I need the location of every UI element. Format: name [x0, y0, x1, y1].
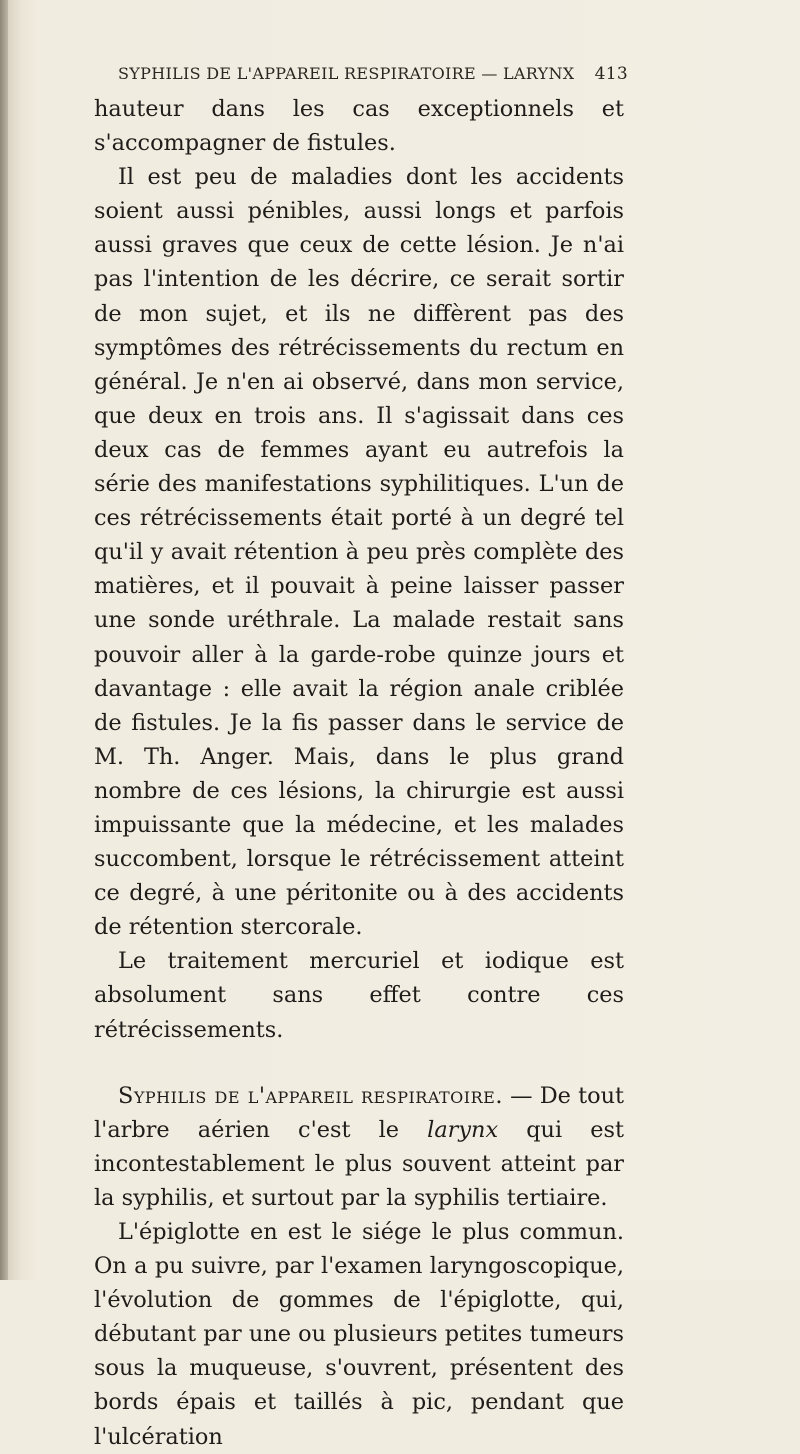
italic-term-larynx: larynx [427, 1116, 499, 1143]
section-heading: Syphilis de l'appareil respiratoire. [118, 1082, 503, 1109]
section-break [94, 1047, 624, 1079]
paragraph-continuation: hauteur dans les cas exceptionnels et s'accompagner de fistules. [94, 96, 624, 157]
section-heading-dash: — [502, 1082, 540, 1109]
section-text-end: qui est incontestablement le plus souvent atteint par la syphilis, et surtout par la syphilis tertiaire. [94, 1116, 625, 1211]
body-text [94, 92, 624, 1454]
page-number: 413 [594, 64, 628, 84]
running-head [118, 64, 628, 84]
book-spine-shadow [0, 0, 8, 1280]
paragraph-treatment: Le traitement mercuriel et iodique est absolument sans effet contre ces rétrécissements. [94, 948, 624, 1043]
paragraph-rectum-lesions: Il est peu de maladies dont les accidents soient aussi pénibles, aussi longs et parfois aussi graves que ceux de cette lésion. Je n'ai pas l'intention de les décrire, ce serait sortir de mon sujet, et ils ne diffèrent pas des symptômes des rétrécissements du rectum en général. Je n'en ai observé, dans mon service, que deux en trois ans. Il s'agissait dans ces deux cas de femmes ayant eu autrefois la série des manifestations syphilitiques. L'un de ces rétrécissements était porté à un degré tel qu'il y avait rétention à peu près complète des matières, et il pouvait à peine laisser passer une sonde uréthrale. La malade restait sans pouvoir aller à la garde-robe quinze jours et davantage : elle avait la région anale criblée de fistules. Je la fis passer dans le service de M. Th. Anger. Mais, dans le plus grand nombre de ces lésions, la chirurgie est aussi impuissante que la médecine, et les malades succombent, lorsque le rétrécissement atteint ce degré, à une péritonite ou à des accidents de rétention stercorale. [94, 164, 624, 941]
section-text-start: De tout l'arbre aérien c'est le [94, 1082, 624, 1143]
running-title: SYPHILIS DE L'APPAREIL RESPIRATOIRE — LARYNX [118, 64, 575, 83]
paragraph-epiglottis: L'épiglotte en est le siége le plus commun. On a pu suivre, par l'examen laryngoscopique, l'évolution de gommes de l'épiglotte, qui, débutant par une ou plusieurs petites tumeurs sous la muqueuse, s'ouvrent, présentent des bords épais et taillés à pic, pendant que l'ulcération [94, 1219, 624, 1450]
paragraph-respiratory-section [94, 1079, 624, 1215]
